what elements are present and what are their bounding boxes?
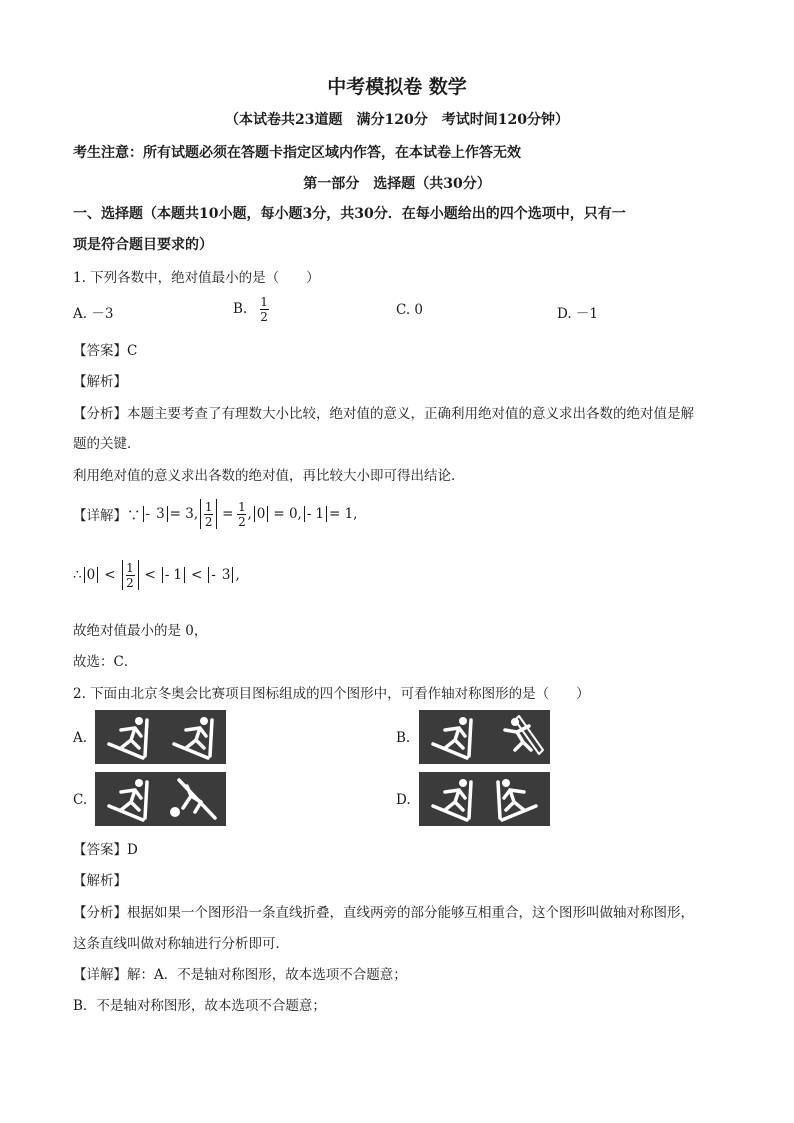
value: 0 [256,506,266,522]
denominator: 2 [126,575,134,590]
comma: , [235,567,240,583]
section-heading-line2: 项是符合题目要求的） [73,237,213,253]
minus-sign: - [145,506,151,522]
fraction [204,501,213,528]
q1-stem: 1. 下列各数中，绝对值最小的是（ ） [73,270,320,286]
q1-option-b-label: B. [233,301,248,317]
q2-detail-line1: 【详解】解：A．不是轴对称图形，故本选项不合题意； [73,967,407,983]
equals: = [222,506,234,522]
q2-option-d-label: D. [396,792,411,808]
q2-option-c-image [95,772,226,826]
numerator: 1 [126,560,134,575]
q1-detail-formula [73,499,357,529]
q1-answer: 【答案】C [73,343,138,359]
skier-icons-a [95,710,226,764]
q1-fenxi-line1: 【分析】本题主要考查了有理数大小比较，绝对值的意义，正确利用绝对值的意义求出各数的绝对值是解 [73,406,694,422]
value: = 3, [169,506,199,522]
q2-stem: 2. 下面由北京冬奥会比赛项目图标组成的四个图形中，可看作轴对称图形的是（ ） [73,686,590,702]
q2-fenxi-line2: 这条直线叫做对称轴进行分析即可． [73,936,289,952]
value: 3 [221,567,231,583]
q1-choose: 故选：C． [73,654,138,670]
minus-sign: - [164,567,170,583]
less-than: < [190,567,203,583]
numerator: 1 [238,499,246,514]
q2-option-b-label: B. [396,730,411,746]
value: 1 [315,506,324,522]
q2-detail-line2: B．不是轴对称图形，故本选项不合题意； [73,998,326,1014]
q2-option-a-label: A. [73,730,88,746]
value: 1 [173,567,182,583]
q2-fenxi-line1: 【分析】根据如果一个图形沿一条直线折叠，直线两旁的部分能够互相重合，这个图形叫做轴对称图形， [73,905,694,921]
comma: , [247,506,252,522]
value: 3 [156,506,165,522]
fraction [126,562,135,589]
notice: 考生注意：所有试题必须在答题卡指定区域内作答，在本试卷上作答无效 [73,145,521,161]
section-heading-line1: 一、选择题（本题共10小题，每小题3分，共30分．在每小题给出的四个选项中，只有一 [73,206,626,222]
less-than: < [144,567,156,583]
q1-option-b [233,296,270,323]
q2-answer: 【答案】D [73,842,138,858]
q1-therefore-formula [73,560,240,590]
q1-option-c: C. 0 [396,302,424,318]
q1-option-a: A. －3 [73,306,114,322]
q1-conclusion: 故绝对值最小的是 0， [73,623,208,639]
exam-info: （本试卷共23道题 满分120分 考试时间120分钟） [225,112,569,128]
q1-option-d: D. －1 [557,306,599,322]
detail-label: 【详解】∵ [73,508,141,524]
q2-option-a-image [95,710,226,764]
fraction [237,501,246,528]
fraction [260,296,269,323]
q2-analysis-label: 【解析】 [73,873,127,889]
denominator: 2 [260,310,268,324]
minus-sign: - [211,567,216,583]
therefore-symbol: ∴ [73,567,82,583]
skier-sledder-icons-c [95,772,226,826]
q2-option-c-label: C. [73,792,88,808]
value: = 0, [273,506,302,522]
page-title: 中考模拟卷 数学 [327,76,467,98]
less-than: < [104,567,116,583]
q1-fenxi-line2: 题的关键． [73,436,141,452]
minus-sign: - [306,506,312,522]
q1-analysis-label: 【解析】 [73,374,127,390]
numerator: 1 [260,295,268,309]
value: 0 [86,567,96,583]
skier-icons-d [419,772,550,826]
denominator: 2 [238,514,246,529]
value: = 1, [328,506,358,522]
part-heading: 第一部分 选择题（共30分） [303,176,491,192]
q1-method: 利用绝对值的意义求出各数的绝对值，再比较大小即可得出结论． [73,468,465,484]
denominator: 2 [204,514,213,529]
skier-snowboarder-icons-b [419,710,550,764]
q2-option-d-image [419,772,550,826]
numerator: 1 [204,499,213,514]
q2-option-b-image [419,710,550,764]
